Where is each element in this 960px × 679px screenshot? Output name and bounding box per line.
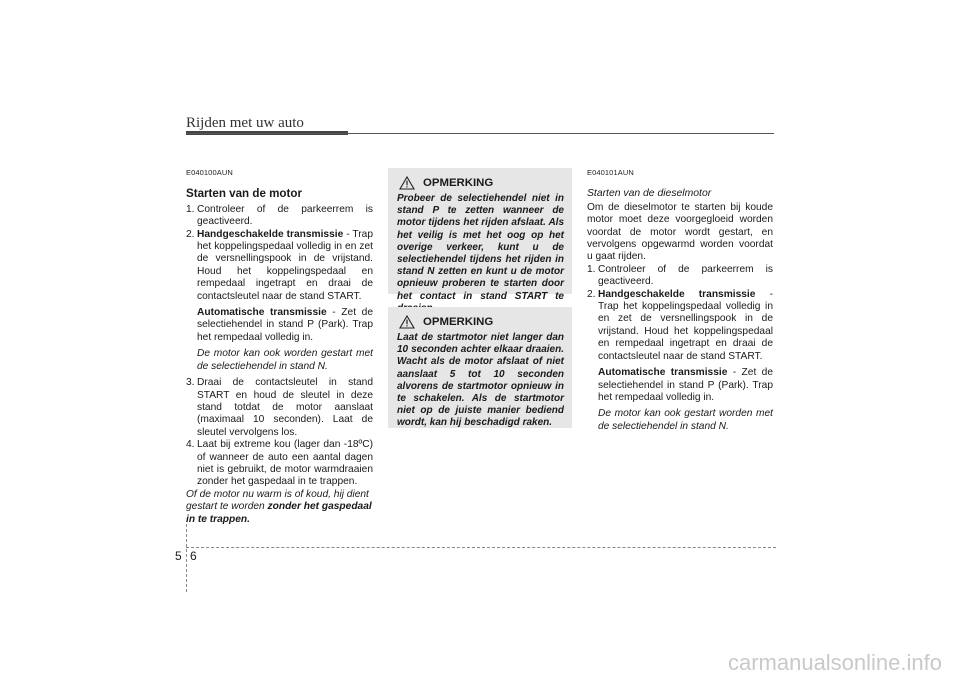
auto-bold-label: Automatische transmissie bbox=[197, 307, 327, 319]
auto-note: De motor kan ook gestart worden met de selectiehendel in stand N. bbox=[598, 408, 773, 432]
note-text: Laat de startmotor niet langer dan 10 seconden achter elkaar draaien. Wacht als de motor afslaat of niet aanslaat 5 tot 10 seconden alvorens de startmotor opnieuw in te schakelen. Als de startmotor niet op de juiste manier bediend wordt, kan hij beschadigd raken. bbox=[397, 332, 564, 429]
step-3 bbox=[186, 377, 373, 439]
intro-text: Om de dieselmotor te starten bij koude motor moet deze voorgegloeid worden voordat de motor wordt gestart, en vervolgens opgewarmd worden voordat u gaat rijden. bbox=[587, 201, 773, 263]
page-number: 6 bbox=[190, 549, 197, 563]
step-number: 1. bbox=[587, 263, 596, 275]
note-box bbox=[388, 307, 572, 428]
step-1 bbox=[587, 264, 773, 289]
auto-body: - Zet de selectiehendel in stand P (Park). Trap het rempedaal volledig in. bbox=[197, 307, 374, 343]
step-text: Laat bij extreme kou (lager dan -18ºC) of wanneer de auto een aantal dagen niet is gebruikt, de motor warmdraaien zonder het gaspedaal in te trappen. bbox=[197, 439, 373, 488]
section-code: E040101AUN bbox=[587, 168, 634, 177]
auto-note: De motor kan ook worden gestart met de selectiehendel in stand N. bbox=[197, 348, 373, 372]
warning-triangle-icon bbox=[399, 315, 415, 329]
right-column bbox=[587, 167, 773, 433]
step-bold-label: Handgeschakelde transmissie bbox=[197, 228, 344, 240]
step-number: 4. bbox=[186, 439, 195, 451]
closing-italic: Of de motor nu warm is of koud, hij dient gestart te worden bbox=[186, 488, 369, 513]
step-text bbox=[197, 229, 373, 303]
step-text: Controleer of de parkeerrem is geactiveerd. bbox=[197, 203, 373, 228]
step-text bbox=[598, 289, 773, 363]
note-header bbox=[397, 314, 564, 330]
note-title: OPMERKING bbox=[423, 316, 494, 328]
warning-triangle-icon bbox=[399, 176, 415, 190]
note-box bbox=[388, 168, 572, 302]
page-header-title: Rijden met uw auto bbox=[186, 115, 304, 131]
step-2 bbox=[186, 229, 373, 303]
note-header bbox=[397, 175, 564, 191]
footer-divider bbox=[186, 524, 187, 592]
step-4 bbox=[186, 439, 373, 489]
section-heading: Starten van de dieselmotor bbox=[587, 188, 712, 200]
note-text: Probeer de selectiehendel niet in stand P te zetten wanneer de motor tijdens het rijden afslaat. Als het veilig is met het oog op het overige verkeer, kunt u de selectiehendel tijdens het rijden in stand N zetten en kunt u de motor opnieuw proberen te starten door het contact in stand START te bbox=[397, 193, 564, 302]
step-number: 3. bbox=[186, 377, 195, 389]
footer-rule bbox=[186, 547, 776, 548]
step-bold-label: Handgeschakelde transmissie bbox=[598, 288, 756, 300]
closing-remark bbox=[186, 489, 373, 526]
step-2 bbox=[587, 289, 773, 363]
automatic-transmission bbox=[186, 307, 373, 344]
section-number: 5 bbox=[175, 549, 182, 563]
step-text: Draai de contactsleutel in stand START en houd de sleutel in deze stand totdat de motor aanslaat (maximaal 10 seconden). Laat de sleutel vervolgens los. bbox=[197, 377, 373, 438]
section-code: E040100AUN bbox=[186, 168, 233, 177]
step-body: - Trap het koppelingspedaal volledig in en zet de versnellingspook in de vrijstand. Houd het koppelingspedaal en rempedaal ingetrapt en draai de contactsleutel naar de stand START. bbox=[598, 288, 773, 362]
automatic-transmission bbox=[587, 367, 773, 404]
step-body: - Trap het koppelingspedaal volledig in en zet de versnellingspook in de vrijstand. Houd het koppelingspedaal en rempedaal ingetrapt en draai de contactsleutel naar de stand START. bbox=[197, 228, 373, 302]
step-number: 2. bbox=[186, 228, 195, 240]
section-heading: Starten van de motor bbox=[186, 187, 302, 201]
watermark: carmanualsonline.info bbox=[727, 650, 942, 675]
auto-bold-label: Automatische transmissie bbox=[598, 367, 728, 379]
step-text: Controleer of de parkeerrem is geactiveerd. bbox=[598, 263, 773, 288]
header-rule bbox=[186, 133, 774, 134]
note-title: OPMERKING bbox=[423, 177, 494, 189]
step-1 bbox=[186, 204, 373, 229]
closing-bold: zonder het gaspedaal in te trappen. bbox=[186, 501, 372, 525]
left-column bbox=[186, 167, 373, 526]
step-number: 1. bbox=[186, 203, 195, 215]
auto-body: - Zet de selectiehendel in stand P (Park). Trap het rempedaal volledig in. bbox=[598, 367, 774, 403]
step-number: 2. bbox=[587, 288, 596, 300]
